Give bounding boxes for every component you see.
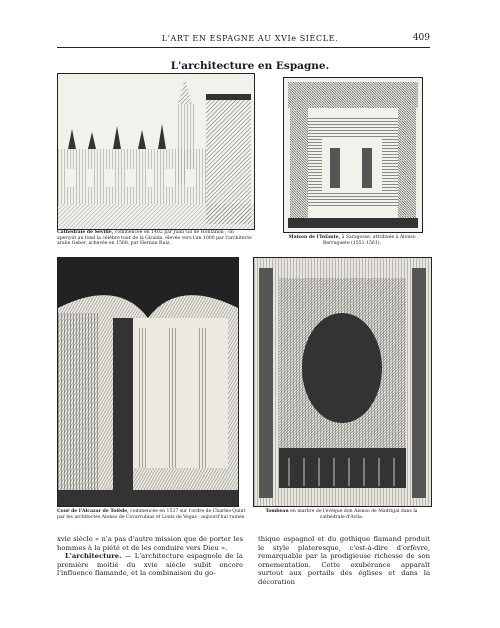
- alcazar-caption: Cour de l'Alcazar de Tolède, commencée en 1537 sur l'ordre de Charles-Quint par les architectes Alonso de Covarrubias et Louis de Vegas ; aujourd'hui ruinée.: [57, 509, 246, 520]
- body-left-para1: xvie siècle « n'a pas d'autre mission que de porter les hommes à la piété et de les conduire vers Dieu ».: [57, 535, 243, 552]
- body-left-para2: L'architecture. — L'architecture espagnole de la première moitié du xvie siècle subit encore l'influence flamande, et la combinaison du go-: [57, 552, 243, 578]
- body-column-right: [258, 535, 430, 587]
- body-right-para1: thique espagnol et du gothique flamand produit le style plateresque, c'est-à-dire d'orfèvre, remarquable par la prodigieuse richesse de son ornementation. Cette exubérance apparaît surtout aux portails des églises et dans la décoration: [258, 535, 430, 586]
- architecture-heading: L'architecture.: [65, 552, 122, 561]
- body-column-left: [57, 535, 243, 578]
- alcazar-toledo-engraving: [57, 257, 239, 507]
- page-number: 409: [412, 33, 430, 43]
- tombeau-avila-engraving: [253, 257, 432, 507]
- tombeau-caption: Tombeau en marbre de l'évêque don Alonso de Madrigal dans la cathédrale d'Avila.: [265, 509, 418, 520]
- cathedral-seville-engraving: [57, 73, 255, 230]
- cathedral-caption: Cathédrale de Séville, commencée en 1402 par Juan Gil de Hontanon ; on aperçoit au fond la célèbre tour de la Giralda, élevée vers l'an 1000 par l'architecte arabe Geber, achevée en 1568, par Hernan Ruiz.: [57, 230, 252, 247]
- maison-infante-caption: Maison de l'Infante, à Saragosse, attribuée à Alonso Berruguete (1551-1561).: [288, 235, 416, 246]
- section-title: L'architecture en Espagne.: [170, 60, 330, 72]
- maison-infante-engraving: [283, 77, 423, 233]
- header-rule: [57, 47, 430, 48]
- running-title: L'ART EN ESPAGNE AU XVIe SIÈCLE.: [161, 34, 339, 43]
